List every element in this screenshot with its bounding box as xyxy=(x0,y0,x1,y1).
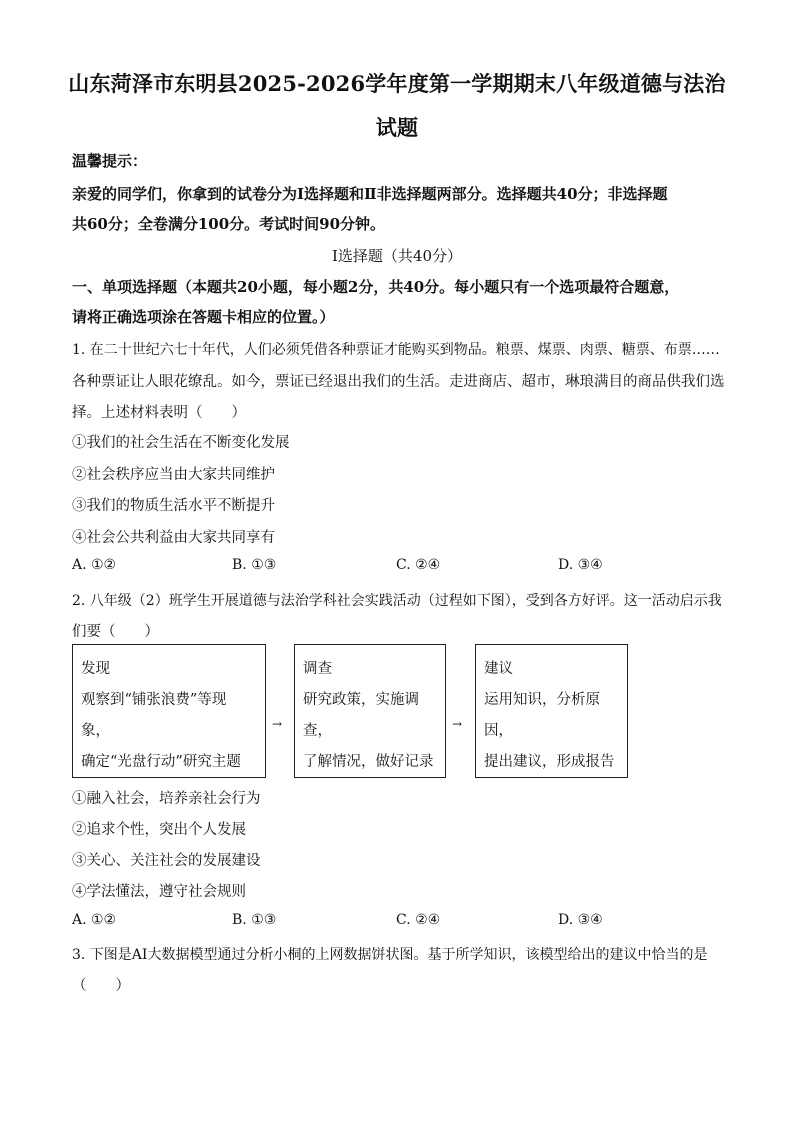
q1-option-a[interactable]: A. ①② xyxy=(72,557,117,573)
flow-box-investigate xyxy=(294,644,446,778)
flow-box-discover xyxy=(72,644,266,778)
flow-box-heading: 调查 xyxy=(303,661,332,677)
flow-box-text: 运用知识，分析原 xyxy=(484,692,600,708)
tips-line1: 亲爱的同学们，你拿到的试卷分为Ⅰ选择题和Ⅱ非选择题两部分。选择题共40分；非选择题 xyxy=(72,185,668,203)
q2-statement: ④学法懂法，遵守社会规则 xyxy=(72,884,246,900)
q2-statement: ③关心、关注社会的发展建设 xyxy=(72,853,261,869)
flow-box-text: 研究政策，实施调 xyxy=(303,692,419,708)
flow-box-heading: 建议 xyxy=(484,661,513,677)
q1-stem-line2: 各种票证让人眼花缭乱。如今，票证已经退出我们的生活。走进商店、超市，琳琅满目的商品供我们选 xyxy=(72,374,725,390)
q2-statement: ①融入社会，培养亲社会行为 xyxy=(72,791,261,807)
flow-box-suggest xyxy=(475,644,628,778)
section-instruction-line2: 请将正确选项涂在答题卡相应的位置。） xyxy=(72,308,335,326)
flow-box-text: 确定“光盘行动”研究主题 xyxy=(81,754,241,770)
q3-stem-line1: 3. 下图是AI大数据模型通过分析小桐的上网数据饼状图。基于所学知识，该模型给出的建议中恰当的是 xyxy=(72,947,708,963)
q1-option-c[interactable]: C. ②④ xyxy=(396,557,441,573)
flow-box-text: 观察到“铺张浪费”等现 xyxy=(81,692,227,708)
flow-box-text: 了解情况，做好记录 xyxy=(303,754,434,770)
q1-statement: ③我们的物质生活水平不断提升 xyxy=(72,498,275,514)
flow-box-heading: 发现 xyxy=(81,661,110,677)
q1-option-d[interactable]: D. ③④ xyxy=(558,557,603,573)
flow-box-text: 提出建议，形成报告 xyxy=(484,754,615,770)
tips-line2: 共60分；全卷满分100分。考试时间90分钟。 xyxy=(72,215,386,233)
section-instruction-line1: 一、单项选择题（本题共20小题，每小题2分，共40分。每小题只有一个选项最符合题意， xyxy=(72,278,680,296)
q1-stem-line3: 择。上述材料表明（ ） xyxy=(72,405,246,421)
flow-box-text: 因， xyxy=(484,723,513,739)
q1-option-b[interactable]: B. ①③ xyxy=(232,557,277,573)
q2-option-a[interactable]: A. ①② xyxy=(72,912,117,928)
flow-box-text: 象， xyxy=(81,723,110,739)
exam-title-line1: 山东菏泽市东明县2025-2026学年度第一学期期末八年级道德与法治 xyxy=(68,71,726,96)
q3-stem-line2: （ ） xyxy=(72,978,130,994)
q1-statement: ①我们的社会生活在不断变化发展 xyxy=(72,435,290,451)
q1-statement: ④社会公共利益由大家共同享有 xyxy=(72,530,275,546)
q1-statement: ②社会秩序应当由大家共同维护 xyxy=(72,467,275,483)
q2-stem-line2: 们要（ ） xyxy=(72,624,159,640)
q2-stem-line1: 2. 八年级（2）班学生开展道德与法治学科社会实践活动（过程如下图），受到各方好评。这一活动启示我 xyxy=(72,593,722,609)
flow-box-text: 查， xyxy=(303,723,332,739)
tips-heading: 温馨提示： xyxy=(72,152,148,170)
arrow-right-icon: → xyxy=(452,717,463,731)
q2-statement: ②追求个性，突出个人发展 xyxy=(72,822,246,838)
q2-option-b[interactable]: B. ①③ xyxy=(232,912,277,928)
q2-option-c[interactable]: C. ②④ xyxy=(396,912,441,928)
exam-title-line2: 试题 xyxy=(375,115,419,140)
q2-option-d[interactable]: D. ③④ xyxy=(558,912,603,928)
q1-stem-line1: 1. 在二十世纪六七十年代，人们必须凭借各种票证才能购买到物品。粮票、煤票、肉票、糖票、布票…… xyxy=(72,342,720,358)
arrow-right-icon: → xyxy=(272,717,283,731)
section-title: Ⅰ选择题（共40分） xyxy=(331,247,462,265)
